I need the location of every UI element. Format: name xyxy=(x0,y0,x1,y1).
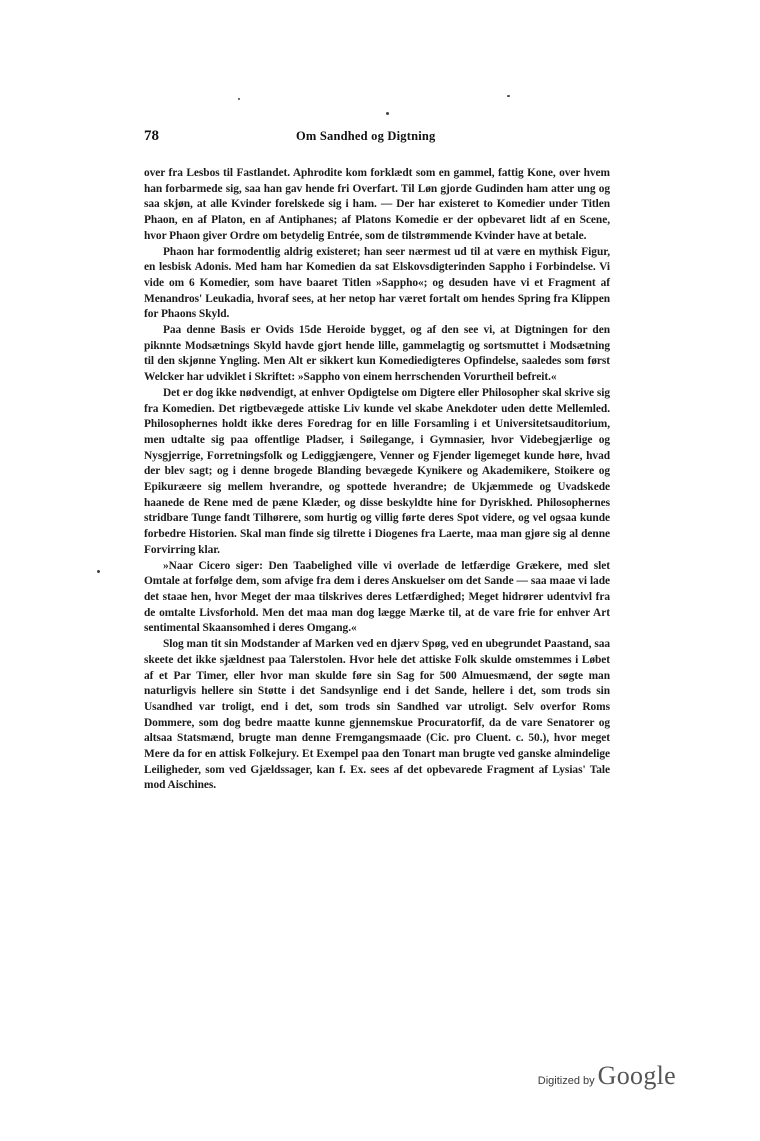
paragraph: Paa denne Basis er Ovids 15de Heroide bygget, og af den see vi, at Digtningen for den piknnte Modsætnings Skyld havde gjort hende lille, gammelagtig og sortsmuttet i Modsætning til den skjønne Yngling. Men Alt er sikkert kun Komediedigteres Opfindelse, saaledes som først Welcker har udviklet i Skriftet: »Sappho von einem herrschenden Vorurtheil befreit.« xyxy=(144,324,610,384)
paragraph: Slog man tit sin Modstander af Marken ved en djærv Spøg, ved en ubegrundet Paastand, saa skeete det ikke sjældnest paa Talerstolen. Hvor hele det attiske Folk skulde omstemmes i Løbet af et Par Timer, eller hvor man skulde føre sin Sag for 500 Almuesmænd, der søgte man naturligvis hellere sin Støtte i det Sandsynlige end i det Sande, hellere i det, som trods sin Usandhed var troligt, end i det, som trods sin Sandhed var utroligt. Selv overfor Roms Dommere, som dog bedre maatte kunne gjennemskue Procuratorfif, da de vare Senatorer og altsaa Statsmænd, brugte man denne Fremgangsmaade (Cic. pro Cluent. c. 50.), hvor meget Mere da for en attisk Folkejury. Et Exempel paa den Tonart man brugte ved ganske almindelige Leiligheder, som ved Gjældssager, kan f. Ex. sees af det opbevarede Fragment af Lysias' Tale mod Aischines. xyxy=(144,638,610,792)
scan-speck xyxy=(238,98,240,100)
paragraph: Det er dog ikke nødvendigt, at enhver Opdigtelse om Digtere eller Philosopher skal skrive sig fra Komedien. Det rigtbevægede attiske Liv kunde vel skabe Anekdoter uden dette Mellemled. Philosophernes holdt ikke deres Foredrag for en lille Forsamling i et Universitetsauditorium, men udtalte sig paa offentlige Pladser, i Søilegange, i Gymnasier, hvor Videbegjærlige og Nysgjerrige, Forretningsfolk og Lediggjængere, Venner og Fjender ligemeget kunde høre, hvad der blev sagt; og i denne brogede Blanding bevægede Kynikere og Akademikere, Stoikere og Epikuræere sig mellem hverandre, og spottede hverandre; de Ukjæmmede og Uvadskede haanede de Rene med de pæne Klæder, og disse beskyldte hine for Dyriskhed. Philosophernes stridbare Tunge fandt Tilhørere, som hurtig og villig førte deres Spot videre, og vel ogsaa kunde forbedre Historien. Skal man finde sig tilrette i Diogenes fra Laerte, maa man gjøre sig al denne Forvirring klar. xyxy=(144,386,610,556)
scan-speck xyxy=(97,570,100,573)
digitized-label: Digitized by xyxy=(537,1075,595,1087)
book-page xyxy=(144,128,610,794)
body-text xyxy=(144,166,610,794)
paragraph: Phaon har formodentlig aldrig existeret; han seer nærmest ud til at være en mythisk Figur, en lesbisk Adonis. Med ham har Komedien da sat Elskovsdigterinden Sappho i Forbindelse. Vi vide om 6 Komedier, som have baaret Titlen »Sappho«; og desuden have vi et Fragment af Menandros' Leukadia, hvoraf sees, at her netop har været fortalt om hendes Spring fra Klippen for Phaons Skyld. xyxy=(144,245,610,321)
scan-speck xyxy=(507,95,510,97)
digitized-by-google-mark xyxy=(538,1061,676,1091)
paragraph: »Naar Cicero siger: Den Taabelighed ville vi overlade de letfærdige Grækere, med slet Omtale at forfølge dem, som afvige fra dem i deres Anskuelser om det Sande — saa maae vi lade det staae hen, hvor Meget der maa tilskrives deres Letfærdighed; Meget hidrører udentvivl fra de omtalte Livsforhold. Men det maa man dog lægge Mærke til, at de vare frie for enhver Art sentimental Skaansomhed i deres Omgang.« xyxy=(144,559,610,635)
page-number: 78 xyxy=(144,128,159,144)
paragraph: over fra Lesbos til Fastlandet. Aphrodite kom forklædt som en gammel, fattig Kone, over hvem han forbarmede sig, saa han gav hende fri Overfart. Til Løn gjorde Gudinden ham atter ung og saa skjøn, at alle Kvinder forelskede sig i ham. — Der har existeret to Komedier under Titlen Phaon, en af Platon, en af Antiphanes; af Platons Komedie er der opbevaret lidt af en Scene, hvor Phaon giver Ordre om betydelig Entrée, som de tilstrømmende Kvinder have at betale. xyxy=(144,167,610,242)
running-head: Om Sandhed og Digtning xyxy=(296,129,436,143)
scan-speck xyxy=(386,112,389,115)
google-logo: Google xyxy=(597,1061,676,1090)
page-header xyxy=(144,128,610,150)
